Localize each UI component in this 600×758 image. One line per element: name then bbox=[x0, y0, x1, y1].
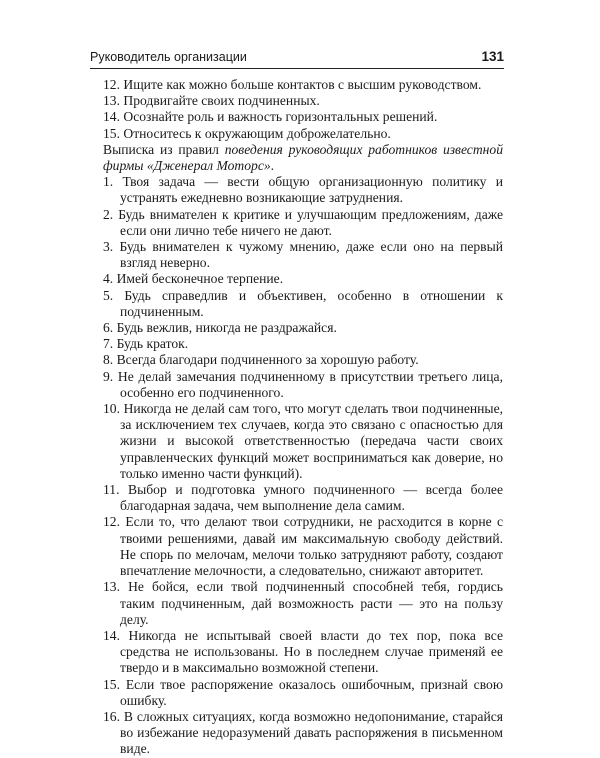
intro-emphasis: поведения руководящих работников известной фирмы «Дженерал Моторс» bbox=[103, 141, 503, 174]
rule-item: 14. Никогда не испытывай своей власти до тех пор, пока все средства не использованы. Но в последнем случае применяй ее твердо и в максимально возможной степени. bbox=[103, 627, 503, 676]
intro-paragraph bbox=[90, 142, 503, 174]
intro-end: . bbox=[270, 158, 275, 174]
page-body bbox=[103, 77, 503, 758]
list-item: 15. Относитесь к окружающим доброжелательно. bbox=[103, 125, 391, 141]
rules-list bbox=[103, 174, 503, 757]
list-item: 13. Продвигайте своих подчиненных. bbox=[103, 93, 320, 109]
list-item: 14. Осознайте роль и важность горизонтальных решений. bbox=[103, 109, 438, 125]
list-item: 12. Ищите как можно больше контактов с высшим руководством. bbox=[103, 77, 482, 92]
running-header bbox=[90, 49, 504, 64]
page-number: 131 bbox=[481, 49, 504, 64]
rule-item: 12. Если то, что делают твои сотрудники, не расходится в корне с твоими решениями, давай им максимальную свободу действий. Не спорь по мелочам, мелочи только затрудняют работу, создают впечатление мелочности, а следовательно, снижают авторитет. bbox=[103, 514, 503, 579]
rule-item: 1. Твоя задача — вести общую организационную политику и устранять ежедневно возникающие затруднения. bbox=[103, 174, 503, 206]
running-header-title: Руководитель организации bbox=[90, 50, 247, 64]
rule-item: 16. В сложных ситуациях, когда возможно недопонимание, старайся во избежание недоразумений давать распоряжения в письменном виде. bbox=[103, 708, 503, 757]
rule-item: 8. Всегда благодари подчиненного за хорошую работу. bbox=[103, 352, 419, 368]
rule-item: 13. Не бойся, если твой подчиненный способней тебя, гордись таким подчиненным, дай возможность расти — это на пользу делу. bbox=[103, 579, 503, 627]
rule-item: 15. Если твое распоряжение оказалось ошибочным, признай свою ошибку. bbox=[103, 676, 503, 708]
rule-item: 9. Не делай замечания подчиненному в присутствии третьего лица, особенно его подчиненного. bbox=[103, 368, 503, 400]
rule-item: 10. Никогда не делай сам того, что могут сделать твои подчиненные, за исключением тех случаев, когда это связано с опасностью для жизни и высокой ответственностью (передача части своих управленческих функций может восприниматься как доверие, но только именно части функций). bbox=[103, 401, 503, 481]
header-rule bbox=[90, 68, 504, 69]
rule-item: 6. Будь вежлив, никогда не раздражайся. bbox=[103, 320, 337, 336]
rule-item: 5. Будь справедлив и объективен, особенно в отношении к подчиненным. bbox=[103, 287, 503, 319]
rule-item: 7. Будь краток. bbox=[103, 336, 189, 352]
rule-item: 3. Будь внимателен к чужому мнению, даже если оно на первый взгляд неверно. bbox=[103, 239, 503, 271]
rule-item: 2. Будь внимателен к критике и улучшающим предложениям, даже если они лично тебе ничего не дают. bbox=[103, 206, 503, 238]
rule-item: 11. Выбор и подготовка умного подчиненного — всегда более благодарная задача, чем выполнение дела самим. bbox=[103, 482, 503, 514]
rule-item: 4. Имей бесконечное терпение. bbox=[103, 271, 284, 287]
intro-text: Выписка из правил bbox=[103, 141, 225, 157]
